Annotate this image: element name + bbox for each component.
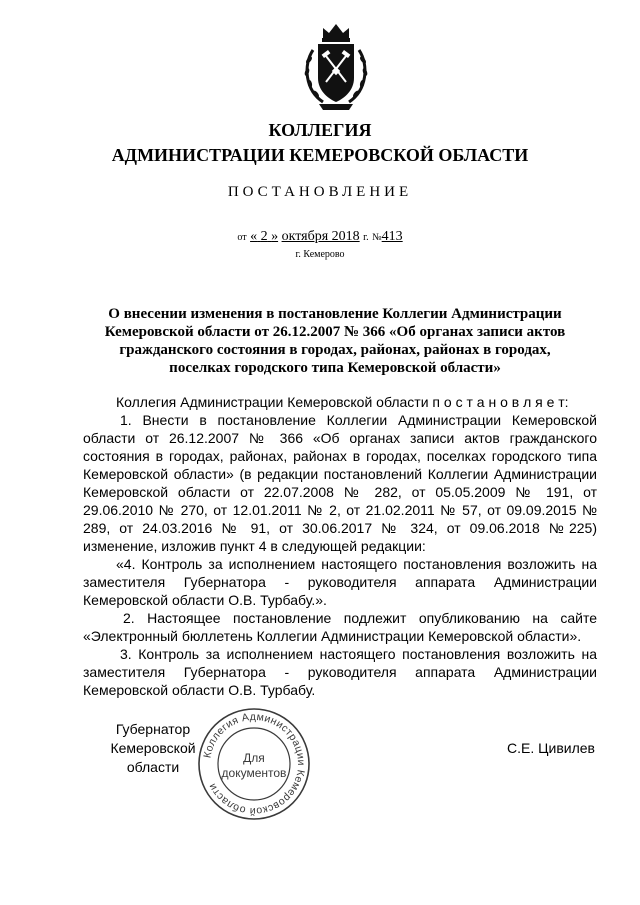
date-day: 2	[260, 229, 268, 244]
official-stamp	[196, 706, 312, 822]
organization-subtitle: АДМИНИСТРАЦИИ КЕМЕРОВСКОЙ ОБЛАСТИ	[111, 145, 529, 165]
coat-of-arms-emblem	[299, 20, 373, 114]
document-number: 413	[381, 229, 403, 244]
number-sign: №	[372, 232, 382, 243]
document-type: ПОСТАНОВЛЕНИЕ	[227, 184, 413, 200]
body-quoted-item: «4. Контроль за исполнением настоящего постановления возложить на заместителя Губернатора - руководителя аппарата Администрации Кемеровской области О.В. Турбабу.».	[83, 556, 597, 608]
stamp-center-line2: документов	[221, 766, 287, 780]
date-month-year: октября 2018	[281, 229, 360, 244]
stamp-ring-text: Коллегия Администрации Кемеровской области	[201, 710, 308, 818]
body-paragraph-2: 2. Настоящее постановление подлежит опубликованию на сайте «Электронный бюллетень Коллегии Администрации Кемеровской области».	[83, 610, 597, 644]
document-city: г. Кемерово	[295, 249, 345, 260]
body-paragraph-1: 1. Внести в постановление Коллегии Администрации Кемеровской области от 26.12.2007 № 366 «Об органах записи актов гражданского состояния в городах, районах, районах в городах, поселках городского типа Кемеровской области» (в редакции постановлений Коллегии Администрации Кемеровской области от 22.07.2008 № 282, от 05.05.2009 № 191, от 29.06.2010 № 270, от 12.01.2011 № 2, от 21.02.2011 № 57, от 09.09.2015 № 289, от 24.03.2016 № 91, от 30.06.2017 № 324, от 09.06.2018 №225) изменение, изложив пункт 4 в следующей редакции:	[83, 412, 597, 554]
date-close-quote: »	[271, 229, 279, 244]
document-date-line	[0, 229, 640, 245]
signatory-name: С.Е. Цивилев	[507, 740, 595, 756]
document-subject: О внесении изменения в постановление Коллегии Администрации Кемеровской области от 26.12.2007 № 366 «Об органах записи актов гражданского состояния в городах, районах, районах в городах, поселках городского типа Кемеровской области»	[104, 306, 566, 376]
stamp-center-line1: Для	[243, 751, 265, 765]
document-body	[83, 393, 597, 699]
date-open-quote: «	[250, 229, 258, 244]
signatory-title-line1: Губернатор	[115, 721, 191, 737]
body-intro: Коллегия Администрации Кемеровской области п о с т а н о в л я е т:	[116, 394, 569, 410]
body-paragraph-3: 3. Контроль за исполнением настоящего постановления возложить на заместителя Губернатора - руководителя аппарата Администрации Кемеровской области О.В. Турбабу.	[83, 646, 597, 698]
organization-title: КОЛЛЕГИЯ	[268, 120, 372, 140]
date-year-suffix: г.	[363, 232, 369, 243]
signatory-title-line2: Кемеровской области	[110, 740, 196, 775]
date-prefix: от	[237, 232, 247, 243]
